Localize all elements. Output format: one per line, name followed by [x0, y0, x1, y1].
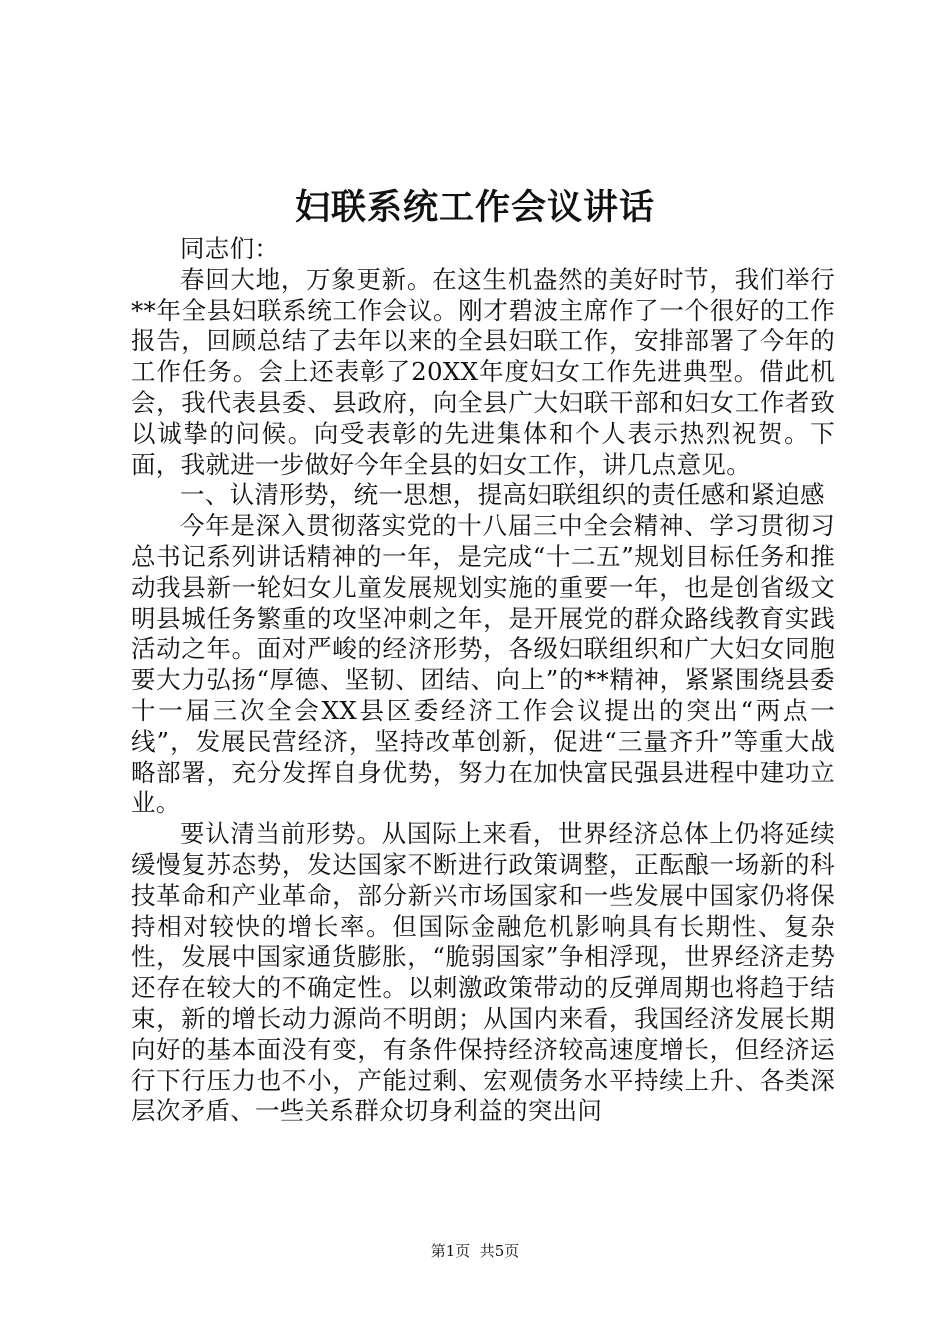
body-paragraph: 春回大地，万象更新。在这生机盎然的美好时节，我们举行**年全县妇联系统工作会议。刚才碧波主席作了一个很好的工作报告，回顾总结了去年以来的全县妇联工作，安排部署了今年的工作任务。会上还表彰了20XX年度妇女工作先进典型。借此机会，我代表县委、县政府，向全县广大妇联干部和妇女工作者致以诚挚的问候。向受表彰的先进集体和个人表示热烈祝贺。下面，我就进一步做好今年全县的妇女工作，讲几点意见。 — [131, 264, 835, 479]
page-footer — [0, 1240, 950, 1262]
document-body — [131, 234, 835, 1127]
body-paragraph: 要认清当前形势。从国际上来看，世界经济总体上仍将延续缓慢复苏态势，发达国家不断进行政策调整，正酝酿一场新的科技革命和产业革命，部分新兴市场国家和一些发展中国家仍将保持相对较快的增长率。但国际金融危机影响具有长期性、复杂性，发展中国家通货膨胀，“脆弱国家”争相浮现，世界经济走势还存在较大的不确定性。以刺激政策带动的反弹周期也将趋于结束，新的增长动力源尚不明朗；从国内来看，我国经济发展长期向好的基本面没有变，有条件保持经济较高速度增长，但经济运行下行压力也不小，产能过剩、宏观债务水平持续上升、各类深层次矛盾、一些关系群众切身利益的突出问 — [131, 819, 835, 1126]
salutation-paragraph: 同志们： — [180, 234, 280, 263]
page-number: 第1页 共5页 — [430, 1242, 520, 1260]
body-paragraph: 今年是深入贯彻落实党的十八届三中全会精神、学习贯彻习总书记系列讲话精神的一年，是完成“十二五”规划目标任务和推动我县新一轮妇女儿童发展规划实施的重要一年，也是创省级文明县城任务繁重的攻坚冲刺之年，是开展党的群众路线教育实践活动之年。面对严峻的经济形势，各级妇联组织和广大妇女同胞要大力弘扬“厚德、坚韧、团结、向上”的**精神，紧紧围绕县委十一届三次全会XX县区委经济工作会议提出的突出“两点一线”，发展民营经济，坚持改革创新，促进“三量齐升”等重大战略部署，充分发挥自身优势，努力在加快富民强县进程中建功立业。 — [131, 511, 835, 818]
section-heading: 一、认清形势，统一思想，提高妇联组织的责任感和紧迫感 — [180, 480, 825, 510]
document-title: 妇联系统工作会议讲话 — [294, 187, 655, 228]
